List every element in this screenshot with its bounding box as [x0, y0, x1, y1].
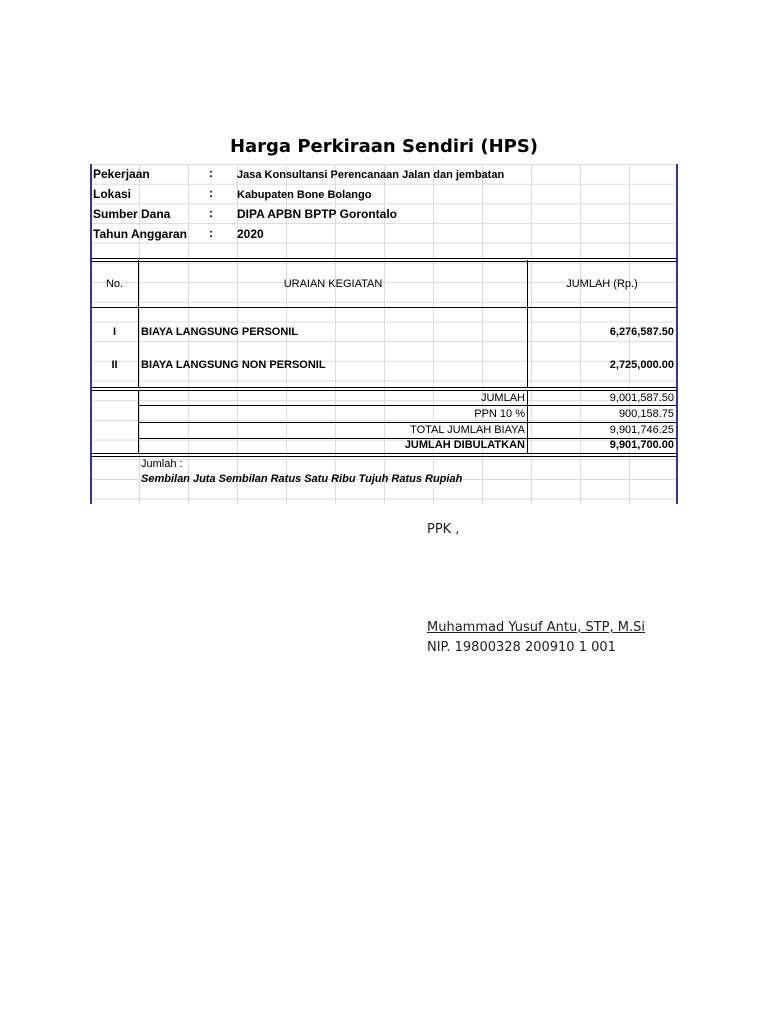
info-value-sumber-dana: DIPA APBN BPTP Gorontalo	[237, 207, 398, 221]
info-sep: :	[209, 206, 213, 220]
item-jumlah: 2,725,000.00	[609, 359, 674, 371]
header-uraian: URAIAN KEGIATAN	[283, 278, 383, 290]
signature-name: Muhammad Yusuf Antu, STP, M.Si	[427, 620, 645, 635]
header-bottom-border	[91, 307, 677, 308]
info-label-sumber-dana: Sumber Dana	[93, 207, 171, 221]
info-label-tahun: Tahun Anggaran	[93, 227, 187, 241]
item-uraian: BIAYA LANGSUNG PERSONIL	[141, 326, 299, 338]
summary-label-ppn: PPN 10 %	[474, 408, 525, 420]
item-no: I	[112, 326, 117, 338]
header-jumlah: JUMLAH (Rp.)	[566, 278, 638, 290]
info-value-pekerjaan: Jasa Konsultansi Perencanaan Jalan dan jembatan	[237, 169, 505, 181]
item-jumlah: 6,276,587.50	[609, 326, 674, 338]
summary-value-total: 9,901,746.25	[609, 424, 674, 436]
info-label-lokasi: Lokasi	[93, 187, 132, 201]
item-uraian: BIAYA LANGSUNG NON PERSONIL	[141, 359, 326, 371]
terbilang-text: Sembilan Juta Sembilan Ratus Satu Ribu Tujuh Ratus Rupiah	[141, 473, 463, 485]
summary-value-ppn: 900,158.75	[618, 408, 674, 420]
info-value-lokasi: Kabupaten Bone Bolango	[237, 189, 372, 201]
table-top-border	[91, 258, 677, 262]
info-sep: :	[209, 186, 213, 200]
item-no: II	[111, 359, 118, 371]
info-label-pekerjaan: Pekerjaan	[93, 167, 150, 181]
hps-sheet	[91, 164, 677, 504]
summary-value-dibulatkan: 9,901,700.00	[609, 439, 674, 451]
summary-value-jumlah: 9,001,587.50	[609, 392, 674, 404]
signature-nip: NIP. 19800328 200910 1 001	[427, 640, 616, 655]
terbilang-label: Jumlah :	[141, 458, 183, 470]
info-sep: :	[209, 166, 213, 180]
header-no: No.	[105, 278, 124, 290]
signature-role: PPK ,	[427, 522, 460, 537]
summary-label-dibulatkan: JUMLAH DIBULATKAN	[404, 439, 525, 451]
summary-label-jumlah: JUMLAH	[480, 392, 525, 404]
page-title: Harga Perkiraan Sendiri (HPS)	[229, 136, 539, 157]
info-sep: :	[209, 226, 213, 240]
info-value-tahun: 2020	[237, 227, 264, 241]
summary-label-total: TOTAL JUMLAH BIAYA	[410, 424, 525, 436]
